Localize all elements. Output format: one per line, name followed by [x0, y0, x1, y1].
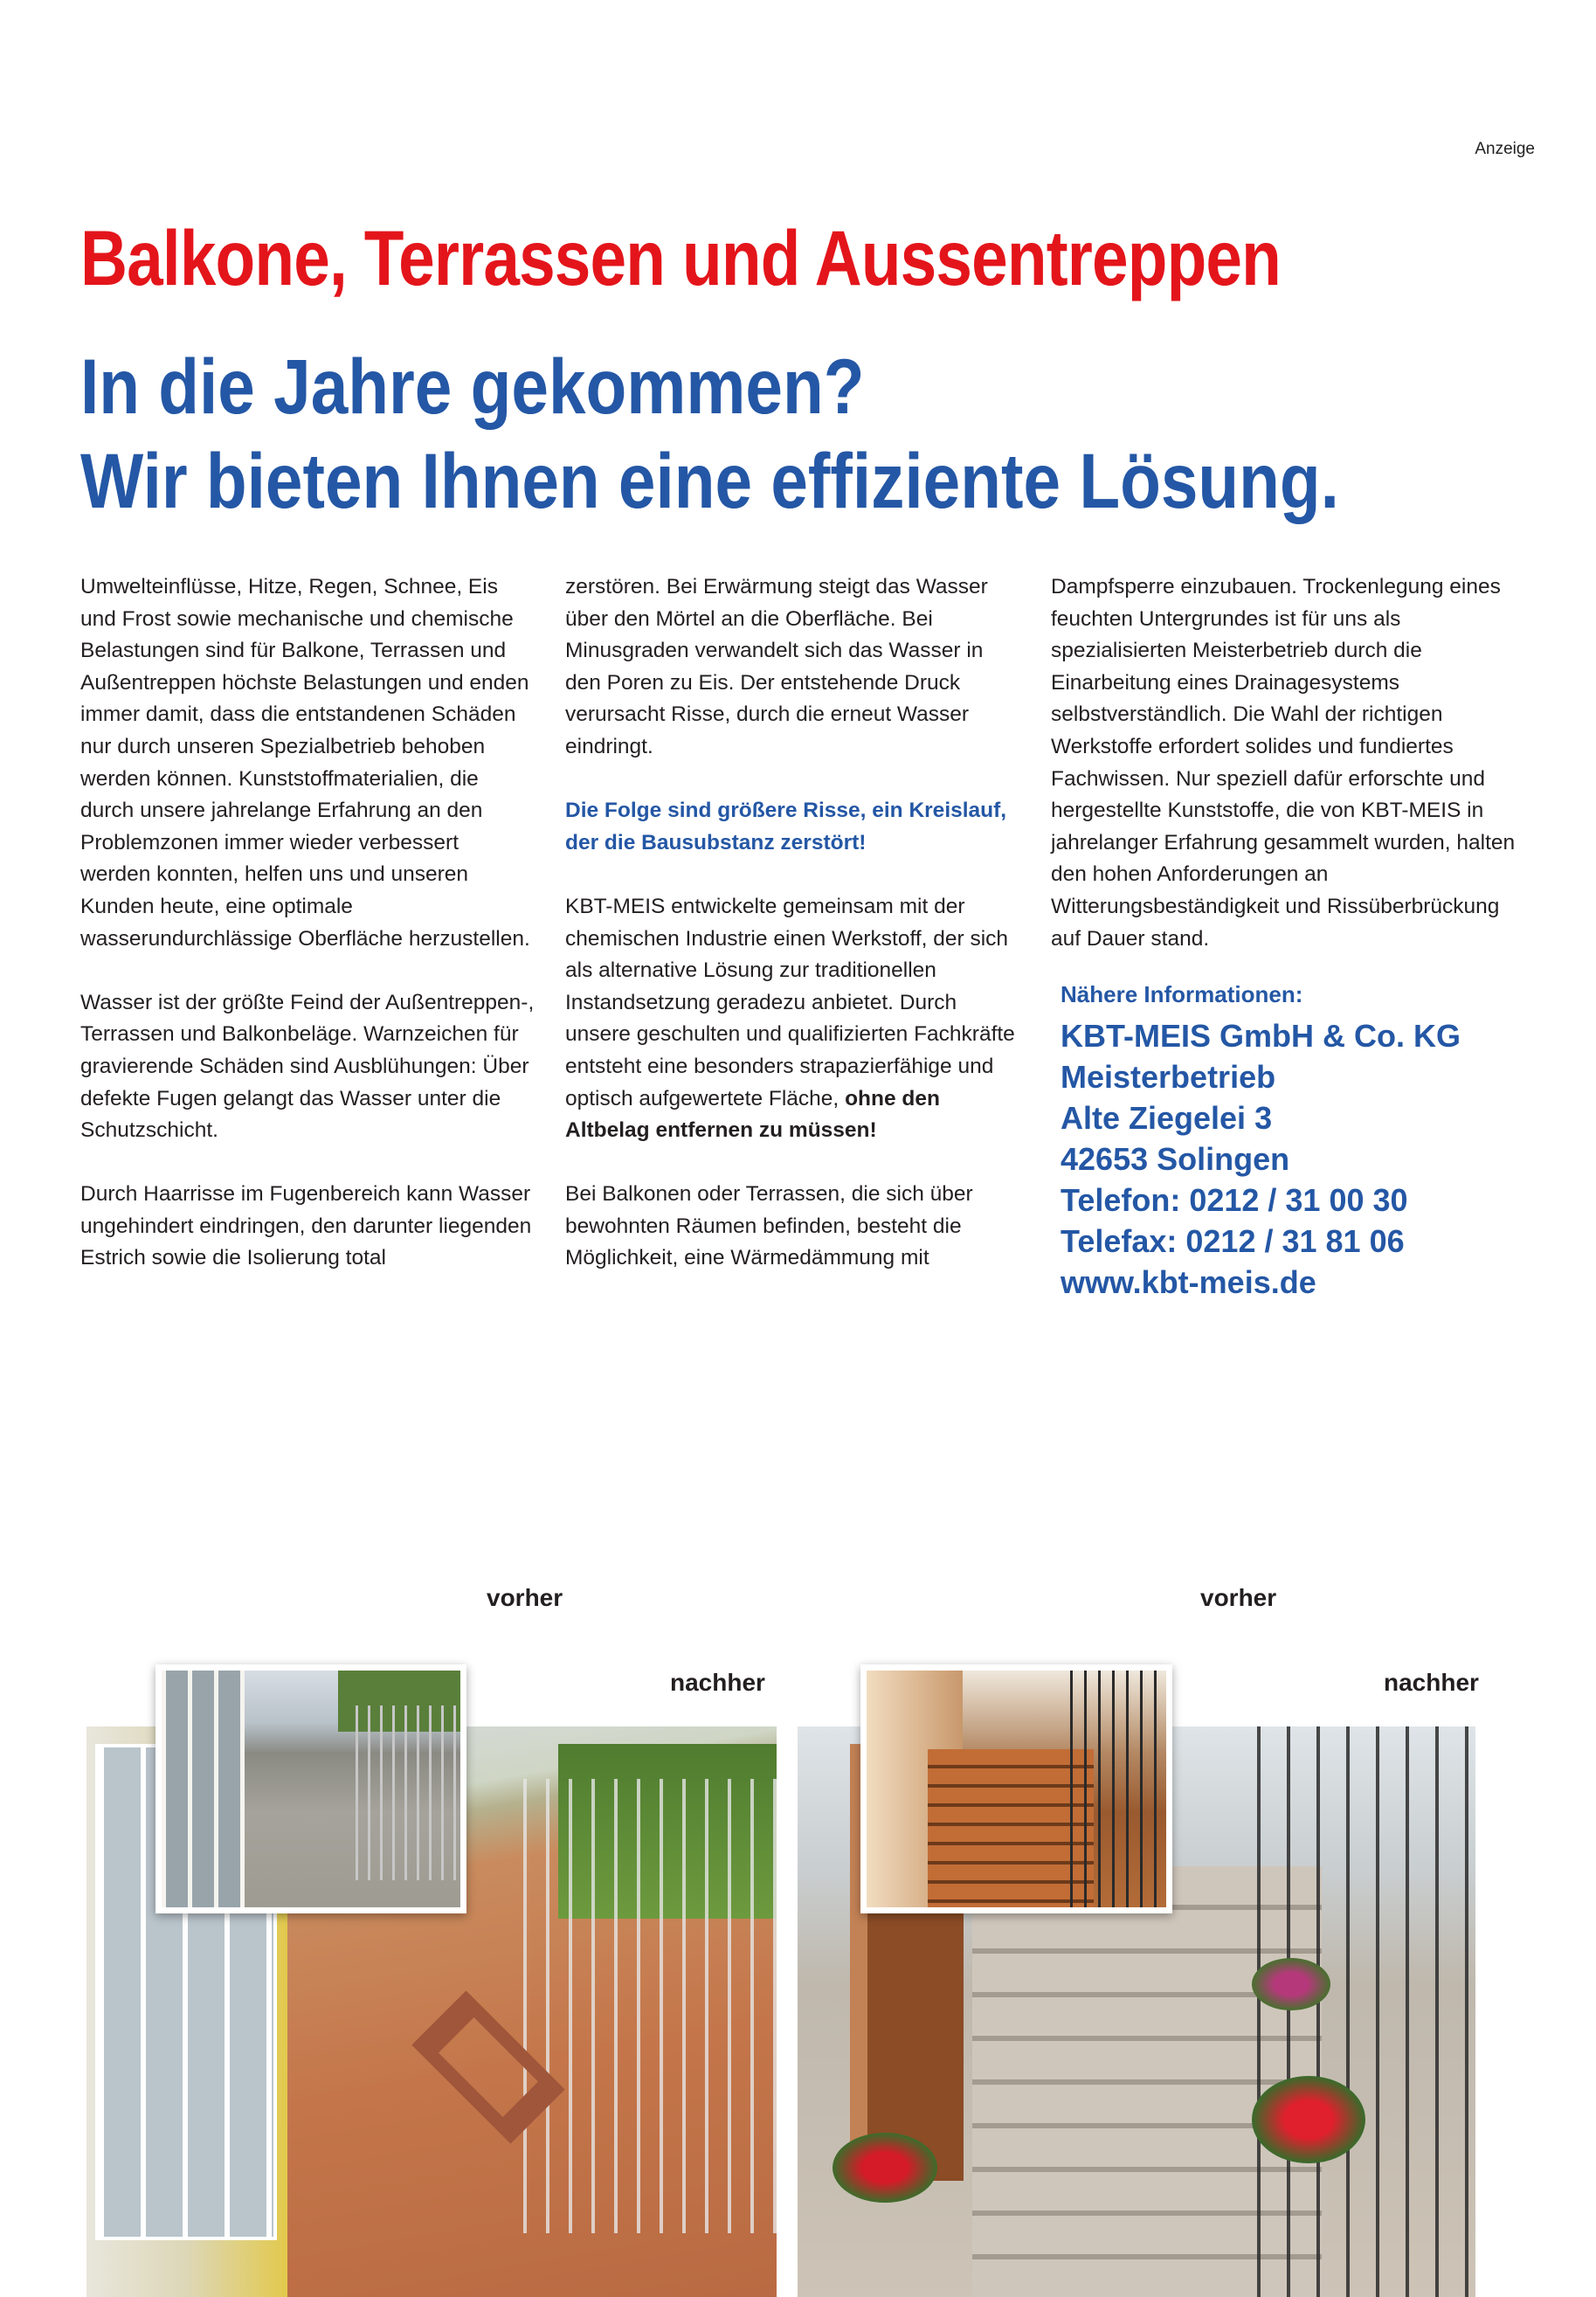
- website-link[interactable]: www.kbt-meis.de: [1061, 1264, 1316, 1300]
- text-column-1: [80, 571, 535, 1307]
- paragraph: Dampfsperre einzubauen. Trockenlegung eines feuchten Untergrundes ist für uns als spezialisierten Meisterbetrieb durch die Einarbeitung eines Drainagesystems selbstverständlich. Die Wahl der richtigen Werkstoffe erfordert solides und fundiertes Fachwissen. Nur speziell dafür erforschte und hergestellte Kunststoffe, die von KBT-MEIS in jahrelanger Erfahrung gesammelt wurden, halten den hohen Anforderungen an Witterungsbeständigkeit und Rissüberbrückung auf Dauer stand.: [1051, 575, 1516, 951]
- balcony-before-photo: [155, 1664, 466, 1913]
- paragraph: Wasser ist der größte Feind der Außentreppen-, Terrassen und Balkonbeläge. Warnzeichen für gravierende Schäden sind Ausblühungen: Über defekte Fugen gelangt das Wasser unter die Schutzschicht.: [80, 990, 535, 1143]
- bold-emphasis: ohne den Altbelag entfernen zu müssen!: [565, 1086, 940, 1143]
- left-before-caption: vorher: [487, 1584, 563, 1611]
- right-after-caption: nachher: [1384, 1669, 1479, 1696]
- paragraph: Umwelteinflüsse, Hitze, Regen, Schnee, Eis und Frost sowie mechanische und chemische Belastungen sind für Balkone, Terrassen und Außentreppen höchste Belastungen und enden immer damit, dass die entstandenen Schäden nur durch unseren Spezialbetrieb behoben werden können. Kunststoffmaterialien, die durch unsere jahrelange Erfahrung an den Problemzonen immer wieder verbessert werden konnten, helfen uns und unseren Kunden heute, eine optimale wasserundurchlässige Oberfläche herzustellen.: [80, 575, 530, 951]
- stairs-before-photo: [860, 1664, 1172, 1913]
- photo-detail: [1257, 1726, 1475, 2297]
- company-type: Meisterbetrieb: [1061, 1059, 1276, 1095]
- photo-detail: [1252, 2076, 1365, 2163]
- photo-detail: [1252, 1958, 1330, 2010]
- paragraph: [565, 891, 1019, 1147]
- company-name: KBT-MEIS GmbH & Co. KG: [1061, 1018, 1461, 1054]
- phone-number: Telefon: 0212 / 31 00 30: [1061, 1182, 1408, 1218]
- left-after-caption: nachher: [670, 1669, 765, 1696]
- right-before-caption: vorher: [1200, 1584, 1277, 1611]
- photo-detail: [523, 1779, 777, 2233]
- photo-detail: [162, 1671, 245, 1913]
- photo-detail: [928, 1749, 1094, 1913]
- text-column-2: [565, 571, 1019, 1307]
- subheadline: [80, 339, 1339, 528]
- highlight-statement: Die Folge sind größere Risse, ein Kreislauf, der die Bausubstanz zerstört!: [565, 799, 1007, 854]
- subheadline-line-1: In die Jahre gekommen?: [80, 342, 865, 430]
- contact-title: Nähere Informationen:: [1061, 981, 1303, 1007]
- paragraph: Bei Balkonen oder Terrassen, die sich über bewohnten Räumen befinden, besteht die Möglichkeit, eine Wärmedämmung mit: [565, 1182, 973, 1270]
- street-address: Alte Ziegelei 3: [1061, 1100, 1273, 1136]
- headline: Balkone, Terrassen und Aussentreppen: [80, 214, 1281, 301]
- fax-number: Telefax: 0212 / 31 81 06: [1061, 1223, 1405, 1259]
- advertisement-label: Anzeige: [1475, 140, 1535, 158]
- photo-detail: [833, 2133, 937, 2203]
- contact-block: [1061, 979, 1550, 1303]
- city-address: 42653 Solingen: [1061, 1141, 1290, 1177]
- paragraph: zerstören. Bei Erwärmung steigt das Wasser über den Mörtel an die Oberfläche. Bei Minusgraden verwandelt sich das Wasser in den Poren zu Eis. Der entstehende Druck verursacht Risse, durch die erneut Wasser eindringt.: [565, 575, 988, 758]
- text-column-3: [1051, 571, 1523, 987]
- photo-detail: [1070, 1671, 1166, 1913]
- paragraph: Durch Haarrisse im Fugenbereich kann Wasser ungehindert eindringen, den darunter liegenden Estrich sowie die Isolierung total: [80, 1182, 532, 1270]
- subheadline-line-2: Wir bieten Ihnen eine effiziente Lösung.: [80, 437, 1339, 524]
- photo-detail: [356, 1705, 460, 1880]
- paragraph-text: KBT-MEIS entwickelte gemeinsam mit der chemischen Industrie einen Werkstoff, der sich als alternative Lösung zur traditionellen Instandsetzung geradezu anbietet. Durch unsere geschulten und qualifizierten Fachkräfte entsteht eine besonders strapazierfähige und optisch aufgewertete Fläche,: [565, 894, 1015, 1110]
